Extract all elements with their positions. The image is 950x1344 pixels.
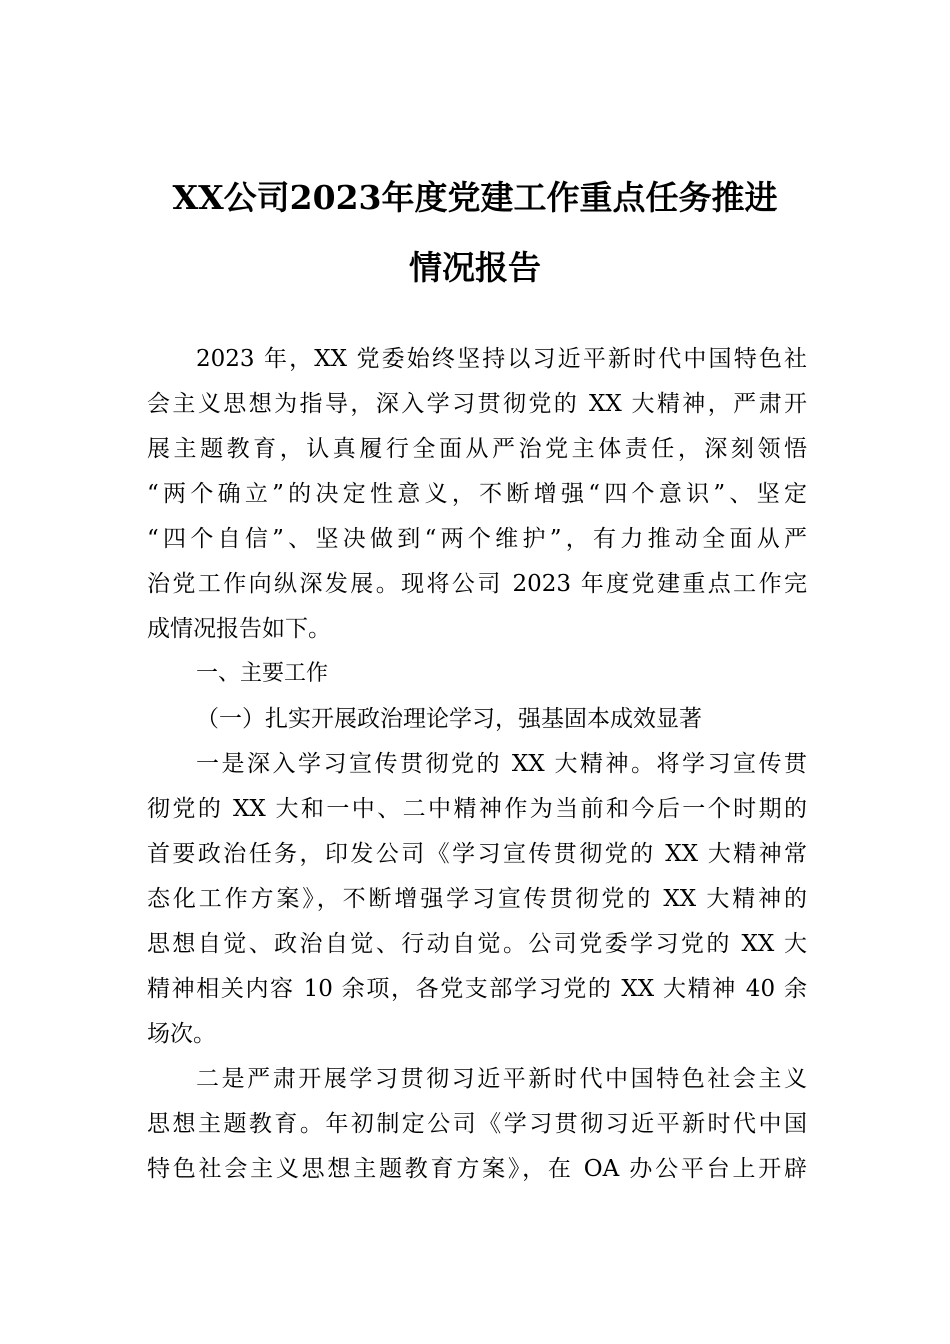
intro-line: 2023 年，XX 党委始终坚持以习近平新时代中国特色社: [196, 346, 807, 372]
paragraph-line: 二是严肃开展学习贯彻习近平新时代中国特色社会主义: [196, 1066, 807, 1092]
paragraph-line: 思想主题教育。年初制定公司《学习贯彻习近平新时代中国: [147, 1111, 807, 1137]
paragraph-line: 精神相关内容 10 余项，各党支部学习党的 XX 大精神 40 余: [147, 976, 807, 1002]
intro-line: 治党工作向纵深发展。现将公司 2023 年度党建重点工作完: [147, 571, 807, 597]
intro-line: 展主题教育，认真履行全面从严治党主体责任，深刻领悟: [147, 436, 807, 462]
section-heading: 一、主要工作: [196, 661, 329, 686]
document-title-line-1: XX公司2023年度党建工作重点任务推进: [172, 178, 778, 217]
paragraph-line: 一是深入学习宣传贯彻党的 XX 大精神。将学习宣传贯: [196, 751, 807, 777]
intro-line: “两个确立”的决定性意义，不断增强“四个意识”、坚定: [147, 481, 807, 507]
paragraph-line: 场次。: [147, 1021, 216, 1047]
paragraph-line: 思想自觉、政治自觉、行动自觉。公司党委学习党的 XX 大: [147, 931, 807, 957]
paragraph-line: 彻党的 XX 大和一中、二中精神作为当前和今后一个时期的: [147, 796, 807, 822]
intro-line: 会主义思想为指导，深入学习贯彻党的 XX 大精神，严肃开: [147, 391, 807, 417]
paragraph-line: 态化工作方案》，不断增强学习宣传贯彻党的 XX 大精神的: [147, 886, 807, 912]
paragraph-line: 特色社会主义思想主题教育方案》，在 OA 办公平台上开辟: [147, 1156, 807, 1182]
document-title-line-2: 情况报告: [409, 248, 541, 287]
intro-line: 成情况报告如下。: [147, 616, 331, 642]
paragraph-line: 首要政治任务，印发公司《学习宣传贯彻党的 XX 大精神常: [147, 841, 807, 867]
intro-line: “四个自信”、坚决做到“两个维护”，有力推动全面从严: [147, 526, 807, 552]
subsection-heading: （一）扎实开展政治理论学习，强基固本成效显著: [196, 706, 702, 732]
